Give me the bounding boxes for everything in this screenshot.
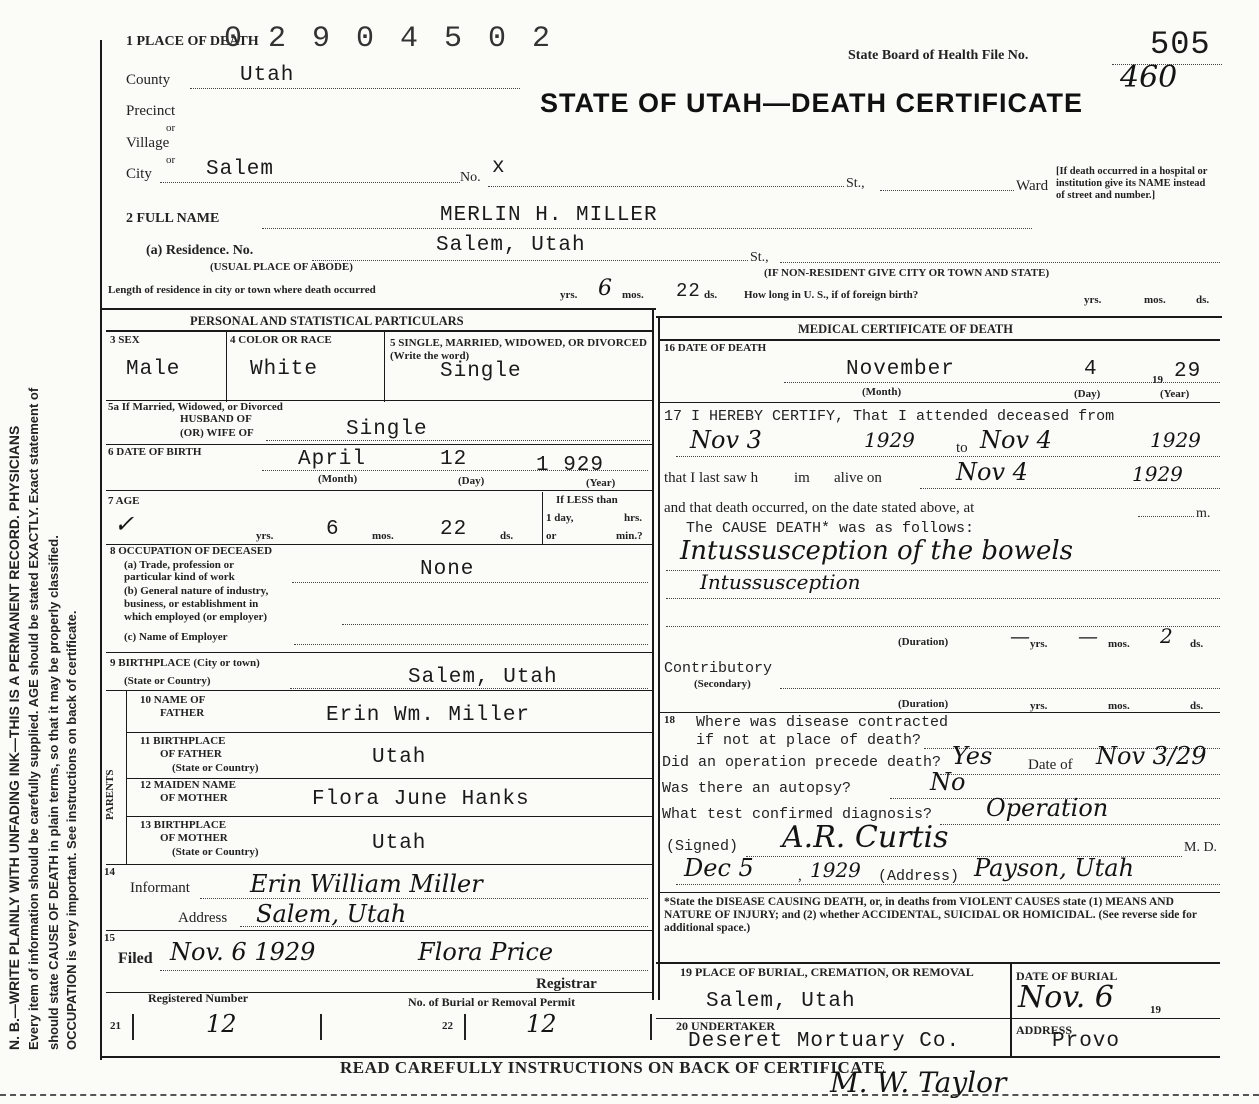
row-mother-bp-rule [106, 864, 652, 865]
duration-ds-label: ds. [1190, 638, 1204, 650]
sex-label: 3 SEX [110, 334, 140, 346]
burial-date-value: Nov. 6 [1018, 980, 1114, 1015]
row-occupation-rule [106, 652, 652, 653]
or-1: or [166, 122, 176, 134]
certificate-title: STATE OF UTAH—DEATH CERTIFICATE [540, 88, 1083, 118]
occupation-b-2: business, or establishment in [124, 598, 259, 610]
dod-line [784, 382, 1220, 383]
reg-number-value: 12 [206, 1010, 237, 1038]
side-instructions [6, 426, 22, 1050]
burial-permit-label: No. of Burial or Removal Permit [408, 995, 576, 1009]
medical-section-title: MEDICAL CERTIFICATE OF DEATH [798, 322, 1013, 336]
last-saw-him: im [794, 470, 810, 486]
cause-label: The CAUSE DEATH* was as follows: [686, 520, 975, 537]
informant-address-label: Address [178, 910, 228, 926]
age-label: 7 AGE [108, 495, 140, 507]
marital-label: 5 SINGLE, MARRIED, WIDOWED, OR DIVORCED (Write the word) [390, 337, 647, 362]
occupation-a-1: (a) Trade, profession or [124, 559, 234, 571]
side-instructions-3 [46, 535, 61, 1050]
place-of-death-label: 1 PLACE OF DEATH [126, 34, 259, 49]
birthplace-label: 9 BIRTHPLACE (City or town) [110, 657, 260, 669]
operation-label: Did an operation precede death? [662, 754, 942, 771]
occupation-label: 8 OCCUPATION OF DECEASED [110, 545, 273, 557]
contributory-label: Contributory [664, 660, 773, 677]
father-value: Erin Wm. Miller [326, 704, 531, 727]
dod-day: 4 [1084, 358, 1098, 381]
file-number-a: 505 [1150, 26, 1211, 63]
burial-permit-value: 12 [526, 1010, 557, 1038]
color-value: White [250, 358, 319, 381]
length-yrs-label: yrs. [560, 289, 578, 301]
residence-st-label: St., [750, 250, 769, 265]
employer-line [294, 644, 648, 645]
duration-mos: — [1078, 624, 1098, 648]
age-ds-label: ds. [500, 530, 514, 542]
industry-line [342, 624, 648, 625]
occupation-line [292, 582, 648, 583]
full-name-value: MERLIN H. MILLER [440, 204, 658, 227]
residence-st-line [780, 262, 1220, 263]
contributory-line [780, 688, 1220, 689]
full-name-line [262, 228, 1032, 229]
md-label: M. D. [1184, 840, 1218, 855]
mother-bp-value: Utah [372, 832, 427, 855]
reg-num-prefix: 21 [110, 1020, 121, 1032]
test-value: Operation [986, 794, 1109, 822]
burial-num-prefix: 22 [442, 1020, 453, 1032]
street-line [488, 186, 844, 187]
undertaker-label: 20 UNDERTAKER [676, 1019, 776, 1033]
operation-line [940, 774, 1220, 775]
birthplace-note: (State or Country) [124, 675, 211, 687]
dob-day: 12 [440, 448, 468, 471]
top-rule-right [656, 316, 1222, 318]
occupation-a-2: particular kind of work [124, 571, 235, 583]
or-2: or [166, 154, 176, 166]
birthplace-value: Salem, Utah [408, 666, 558, 689]
death-occurred-label: and that death occurred, on the date stated above, at [664, 500, 975, 516]
dod-day-note: (Day) [1074, 388, 1101, 400]
age-mos: 6 [326, 518, 340, 541]
marital-value: Single [440, 360, 522, 383]
cause-primary: Intussusception of the bowels [680, 536, 1073, 566]
spouse-line [266, 440, 650, 441]
dob-year: 1 929 [536, 454, 605, 477]
county-label: County [126, 72, 171, 88]
dob-year-note: (Year) [586, 477, 616, 489]
residence-label: (a) Residence. No. [146, 243, 254, 258]
age-check-mark: ✓ [114, 510, 135, 538]
dod-year-note: (Year) [1160, 388, 1190, 400]
length-yrs-value: 6 [598, 276, 612, 301]
duration-ds: 2 [1160, 624, 1173, 648]
burial-place-value: Salem, Utah [706, 990, 856, 1013]
hospital-note: [If death occurred in a hospital or institution give its NAME instead of street and number.] [1056, 166, 1208, 201]
duration2-label: (Duration) [898, 698, 949, 710]
city-label: City [126, 166, 152, 182]
burial-divider [1010, 964, 1012, 1056]
dod-month: November [846, 358, 955, 381]
length-mos-label: mos. [622, 289, 644, 301]
mother-bp-label-1: 13 BIRTHPLACE [140, 819, 227, 831]
instructions-footer: READ CAREFULLY INSTRUCTIONS ON BACK OF CERTIFICATE [340, 1058, 886, 1077]
mother-value: Flora June Hanks [312, 788, 530, 811]
filed-num: 15 [104, 932, 115, 944]
alive-on-label: alive on [834, 470, 882, 486]
cause-line-2 [666, 598, 1220, 599]
certify-text: 17 I HEREBY CERTIFY, That I attended deceased from [664, 408, 1115, 425]
physician-address: Payson, Utah [974, 854, 1135, 882]
duration-yrs-label: yrs. [1030, 638, 1048, 650]
us-mos-label: mos. [1144, 294, 1166, 306]
village-label: Village [126, 135, 170, 151]
last-saw-date: Nov 4 [956, 458, 1028, 486]
street-no-label: No. [460, 170, 481, 185]
dob-line [262, 470, 648, 471]
us-ds-label: ds. [1196, 294, 1210, 306]
mother-bp-label-3: (State or Country) [172, 846, 259, 858]
side-instructions-4 [64, 611, 79, 1050]
full-name-label: 2 FULL NAME [126, 211, 220, 226]
spouse-value: Single [346, 418, 428, 441]
less-or: or [546, 530, 557, 542]
precinct-label: Precinct [126, 103, 176, 119]
last-saw-line [920, 488, 1220, 489]
registrar-signature: Flora Price [418, 938, 554, 966]
left-border [100, 40, 102, 1060]
row-father-rule [126, 732, 652, 733]
nonresident-note: (IF NON-RESIDENT GIVE CITY OR TOWN AND STATE) [764, 267, 1050, 279]
occupation-b-3: which employed (or employer) [124, 611, 268, 623]
file-number-label: State Board of Health File No. [848, 48, 1029, 63]
burial-permit-box [464, 1014, 652, 1040]
operation-date-label: Date of [1028, 757, 1073, 773]
informant-value: Erin William Miller [250, 870, 483, 898]
medical-head-rule [660, 339, 1220, 341]
personal-section-title: PERSONAL AND STATISTICAL PARTICULARS [190, 314, 464, 328]
duration-mos-label: mos. [1108, 638, 1130, 650]
autopsy-label: Was there an autopsy? [662, 780, 852, 797]
physician-address-line [676, 884, 1220, 885]
length-mos-value: 22 [676, 280, 701, 302]
signed-comma: , [798, 868, 802, 884]
father-bp-value: Utah [372, 746, 427, 769]
dod-month-note: (Month) [862, 386, 902, 398]
less-min: min.? [616, 530, 643, 542]
sex-value: Male [126, 358, 181, 381]
filed-date: Nov. 6 1929 [170, 938, 316, 966]
registrar-label: Registrar [536, 976, 597, 992]
side-instructions-2 [26, 388, 41, 1050]
occupation-value: None [420, 558, 475, 581]
last-saw-label: that I last saw h [664, 470, 759, 486]
time-m-label: m. [1196, 506, 1211, 521]
row-spouse-rule [106, 444, 652, 445]
duration2-ds: ds. [1190, 700, 1204, 712]
undertaker-address-label: ADDRESS [1016, 1023, 1073, 1037]
physician-signature: A.R. Curtis [782, 820, 949, 855]
father-label-2: FATHER [160, 707, 205, 719]
ward-label: Ward [1016, 178, 1049, 194]
cause-secondary: Intussusception [700, 570, 861, 594]
where-label-2: if not at place of death? [696, 732, 922, 749]
dob-day-note: (Day) [458, 475, 485, 487]
row-footnote-rule [656, 962, 1220, 964]
dod-year: 29 [1174, 360, 1202, 383]
row-informant-rule [106, 930, 652, 931]
attended-to: Nov 4 [980, 426, 1052, 454]
last-saw-year: 1929 [1132, 462, 1183, 486]
father-label-1: 10 NAME OF [140, 694, 206, 706]
bottom-signature: M. W. Taylor [830, 1066, 1007, 1099]
attended-from: Nov 3 [690, 426, 762, 454]
color-label: 4 COLOR OR RACE [230, 334, 332, 346]
contributory-note: (Secondary) [694, 678, 751, 690]
street-no-value: x [492, 156, 506, 179]
occupation-b-1: (b) General nature of industry, [124, 585, 269, 597]
filed-label: Filed [118, 950, 153, 967]
burial-year-prefix: 19 [1150, 1004, 1161, 1016]
father-bp-label-1: 11 BIRTHPLACE [140, 735, 226, 747]
parents-label: PARENTS [104, 769, 116, 820]
mother-label-1: 12 MAIDEN NAME [140, 779, 236, 791]
center-divider-a [652, 310, 654, 1000]
attended-from-year: 1929 [864, 428, 915, 452]
informant-address: Salem, Utah [256, 900, 407, 928]
row-dod-rule [660, 402, 1220, 403]
spouse-label-2: HUSBAND OF [180, 413, 252, 425]
row-dob-rule [106, 490, 652, 491]
age-less-divider [542, 492, 543, 544]
birthplace-line [290, 688, 648, 689]
side-line-2: Every item of information should be carefully supplied. AGE should be stated EXACTLY. Exact statement of [26, 387, 41, 1050]
to-label: to [956, 440, 968, 456]
city-line [160, 182, 460, 183]
residence-line [312, 260, 748, 261]
st-label: St., [846, 176, 865, 191]
top-rule [100, 308, 656, 310]
father-bp-label-3: (State or Country) [172, 762, 259, 774]
test-line [940, 824, 1220, 825]
signed-label: (Signed) [666, 838, 739, 855]
center-divider-b [658, 316, 660, 1000]
physician-address-label: (Address) [878, 868, 960, 885]
signed-year: 1929 [810, 858, 861, 882]
signed-date: Dec 5 [684, 854, 754, 882]
dod-label: 16 DATE OF DEATH [664, 342, 767, 354]
spouse-label-3: (OR) WIFE OF [180, 427, 254, 439]
footnote: *State the DISEASE CAUSING DEATH, or, in deaths from VIOLENT CAUSES state (1) MEANS AND NATURE OF INJURY; and (2) whether ACCIDENTAL, SUICIDAL OR HOMICIDAL. (See reverse side for additional space.) [664, 896, 1197, 934]
spouse-label-1: 5a If Married, Widowed, or Divorced [108, 401, 283, 413]
personal-head-rule [106, 330, 652, 332]
attended-to-year: 1929 [1150, 428, 1201, 452]
duration-label: (Duration) [898, 636, 949, 648]
test-label: What test confirmed diagnosis? [662, 806, 933, 823]
burial-place-label: 19 PLACE OF BURIAL, CREMATION, OR REMOVAL [680, 965, 974, 979]
where-label-1: Where was disease contracted [696, 714, 949, 731]
row-birthplace-rule [106, 690, 652, 691]
duration2-yrs: yrs. [1030, 700, 1048, 712]
duration-yrs: — [1010, 624, 1030, 648]
autopsy-value: No [930, 768, 966, 796]
less-label-2: 1 day, [546, 512, 574, 524]
informant-num: 14 [104, 866, 115, 878]
dod-year-prefix: 19 [1152, 374, 1163, 386]
less-hrs: hrs. [624, 512, 643, 524]
dob-label: 6 DATE OF BIRTH [108, 446, 202, 458]
age-days: 22 [440, 518, 468, 541]
dob-month-note: (Month) [318, 473, 358, 485]
us-residence-label: How long in U. S., if of foreign birth? [744, 289, 919, 301]
city-value: Salem [206, 158, 275, 181]
abode-note: (USUAL PLACE OF ABODE) [210, 261, 353, 273]
duration2-mos: mos. [1108, 700, 1130, 712]
less-label-1: If LESS than [556, 494, 618, 506]
mother-label-2: OF MOTHER [160, 792, 228, 804]
occupation-c: (c) Name of Employer [124, 631, 228, 643]
age-mos-label: mos. [372, 530, 394, 542]
informant-address-line [240, 926, 648, 927]
color-divider [384, 330, 385, 402]
perforation-edge [0, 1094, 1259, 1096]
mother-bp-label-2: OF MOTHER [160, 832, 228, 844]
attended-line [676, 456, 1220, 457]
length-residence-label: Length of residence in city or town where death occurred [108, 284, 376, 296]
informant-label: Informant [130, 880, 190, 896]
informant-line [200, 898, 648, 899]
side-line-4: OCCUPATION is very important. See instructions on back of certificate. [64, 610, 79, 1050]
file-number-b: 460 [1120, 60, 1178, 95]
stamp-number: 0 2 9 0 4 5 0 2 [224, 22, 555, 56]
residence-value: Salem, Utah [436, 234, 586, 257]
sex-divider [226, 330, 227, 402]
row-duration-rule [660, 712, 1220, 713]
reg-number-label: Registered Number [148, 991, 249, 1005]
death-time-line [1138, 516, 1194, 517]
parents-divider [126, 690, 127, 864]
operation-value: Yes [952, 742, 993, 770]
where-num: 18 [664, 714, 675, 726]
ward-line [880, 190, 1014, 191]
county-value: Utah [240, 64, 295, 87]
row-mother-rule [126, 816, 652, 817]
county-line [190, 88, 520, 89]
filed-line [160, 970, 648, 971]
length-ds-label: ds. [704, 289, 718, 301]
us-yrs-label: yrs. [1084, 294, 1102, 306]
burial-date-label: DATE OF BURIAL [1016, 969, 1118, 983]
dob-month: April [298, 448, 367, 471]
operation-date: Nov 3/29 [1096, 742, 1207, 770]
undertaker-value: Deseret Mortuary Co. [688, 1030, 961, 1053]
side-line-3: should state CAUSE OF DEATH in plain terms, so that it may be properly classified. [46, 535, 61, 1050]
cause-line-3 [666, 626, 1220, 627]
row-signed-rule [660, 892, 1220, 893]
cause-line-1 [666, 570, 1220, 571]
undertaker-address: Provo [1052, 1030, 1121, 1053]
father-bp-label-2: OF FATHER [160, 748, 222, 760]
age-yrs-label: yrs. [256, 530, 274, 542]
side-line-1: N. B.—WRITE PLAINLY WITH UNFADING INK—THIS IS A PERMANENT RECORD. PHYSICIANS [6, 425, 22, 1050]
